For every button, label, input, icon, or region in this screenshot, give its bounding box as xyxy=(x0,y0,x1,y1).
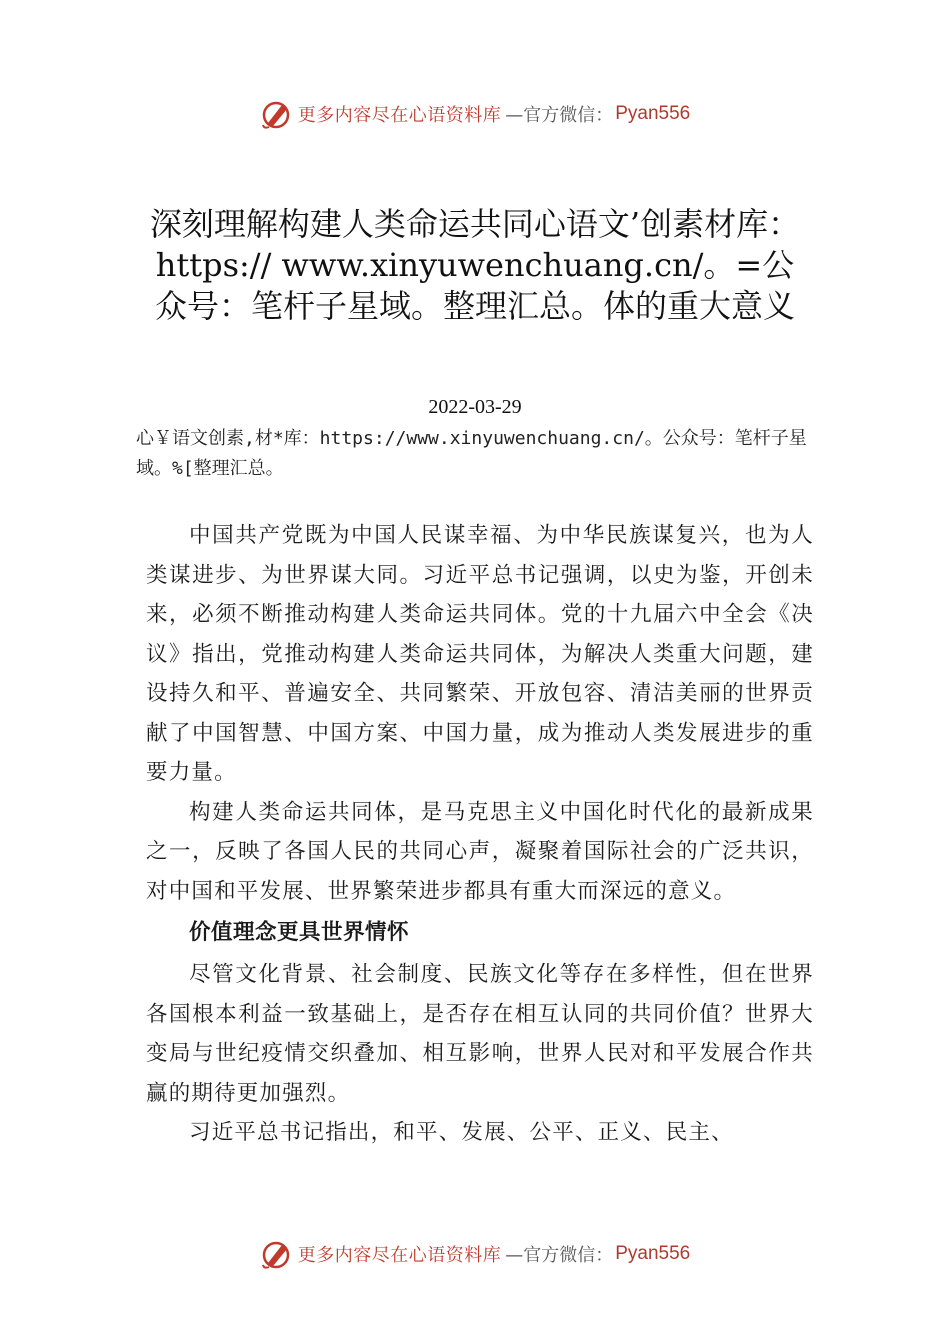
banner-wechat-id: Pyan556 xyxy=(615,1243,691,1264)
article-body xyxy=(146,516,814,1153)
source-line: 心￥语文创素,材*库：https://www.xinyuwenchuang.cn/。公众号：笔杆子星域。%[整理汇总。 xyxy=(136,428,807,479)
paragraph: 习近平总书记指出，和平、发展、公平、正义、民主、 xyxy=(189,1120,734,1145)
pen-nib-logo-icon xyxy=(260,1237,294,1271)
header-banner xyxy=(0,94,950,134)
banner-brand-text: 更多内容尽在心语资料库 xyxy=(297,1245,502,1266)
pen-nib-logo-icon xyxy=(260,97,294,131)
banner-wechat-id: Pyan556 xyxy=(615,103,691,124)
paragraph: 中国共产党既为中国人民谋幸福、为中华民族谋复兴，也为人类谋进步、为世界谋大同。习近平总书记强调，以史为鉴，开创未来，必须不断推动构建人类命运共同体。党的十九届六中全会《决议》指出，党推动构建人类命运共同体，为解决人类重大问题，建设持久和平、普遍安全、共同繁荣、开放包容、清洁美丽的世界贡献了中国智慧、中国方案、中国力量，成为推动人类发展进步的重要力量。 xyxy=(146,523,814,785)
section-heading: 价值理念更具世界情怀 xyxy=(189,920,410,945)
footer-banner xyxy=(0,1234,950,1274)
banner-wechat-label: —官方微信： xyxy=(505,105,614,126)
publish-date: 2022-03-29 xyxy=(428,396,522,418)
banner-brand-text: 更多内容尽在心语资料库 xyxy=(297,105,502,126)
paragraph: 尽管文化背景、社会制度、民族文化等存在多样性，但在世界各国根本利益一致基础上，是否存在相互认同的共同价值？世界大变局与世纪疫情交织叠加、相互影响，世界人民对和平发展合作共赢的期待更加强烈。 xyxy=(146,962,814,1106)
banner-wechat-label: —官方微信： xyxy=(505,1245,614,1266)
paragraph: 构建人类命运共同体，是马克思主义中国化时代化的最新成果之一，反映了各国人民的共同心声，凝聚着国际社会的广泛共识，对中国和平发展、世界繁荣进步都具有重大而深远的意义。 xyxy=(146,799,814,904)
page-title: 深刻理解构建人类命运共同心语文’创素材库：https:// www.xinyuwenchuang.cn/。=公众号：笔杆子星域。整理汇总。体的重大意义 xyxy=(149,205,801,325)
